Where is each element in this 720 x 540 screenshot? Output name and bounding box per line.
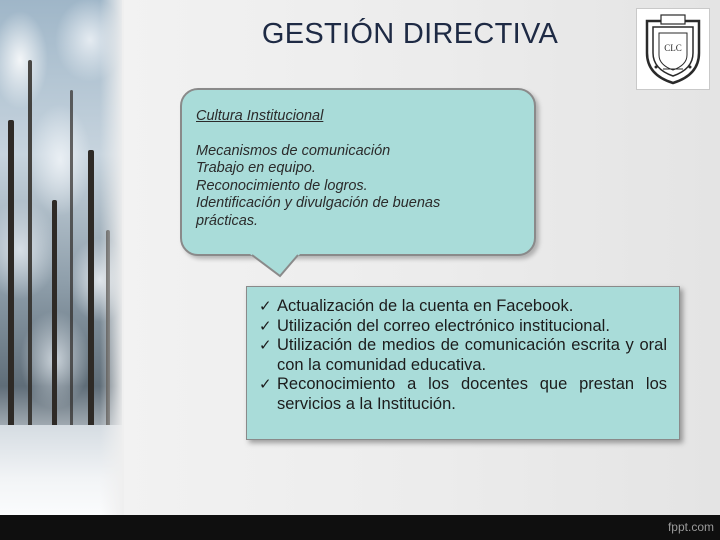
bubble-line: Reconocimiento de logros. <box>196 177 368 194</box>
checkmark-icon: ✓ <box>259 376 272 393</box>
photo-fade <box>100 0 124 515</box>
speech-bubble-tail <box>250 254 310 280</box>
logo-text: CLC <box>664 43 682 53</box>
bubble-heading: Cultura Institucional <box>196 108 324 124</box>
action-list-box <box>246 286 680 440</box>
speech-bubble <box>180 88 536 256</box>
list-item <box>259 317 667 337</box>
list-item-text: Actualización de la cuenta en Facebook. <box>277 297 574 315</box>
list-item <box>259 336 667 375</box>
bubble-line: Identificación y divulgación de buenas <box>196 195 441 211</box>
list-item <box>259 297 667 317</box>
action-list <box>259 297 667 414</box>
slide-title: GESTIÓN DIRECTIVA <box>261 18 559 50</box>
list-item <box>259 375 667 414</box>
watermark: fppt.com <box>667 520 714 534</box>
bottom-bar <box>0 515 720 540</box>
bubble-line: Trabajo en equipo. <box>196 160 316 176</box>
bubble-line: prácticas. <box>196 212 259 229</box>
school-crest-icon <box>636 8 710 90</box>
checkmark-icon: ✓ <box>259 298 272 315</box>
bubble-line: Mecanismos de comunicación <box>196 142 391 159</box>
list-item-text: Reconocimiento a los docentes que prestan los servicios a la Institución. <box>277 375 667 413</box>
list-item-text: Utilización del correo electrónico institucional. <box>277 316 610 335</box>
list-item-text: Utilización de medios de comunicación escrita y oral con la comunidad educativa. <box>277 336 667 374</box>
checkmark-icon: ✓ <box>259 317 272 335</box>
checkmark-icon: ✓ <box>259 337 272 354</box>
